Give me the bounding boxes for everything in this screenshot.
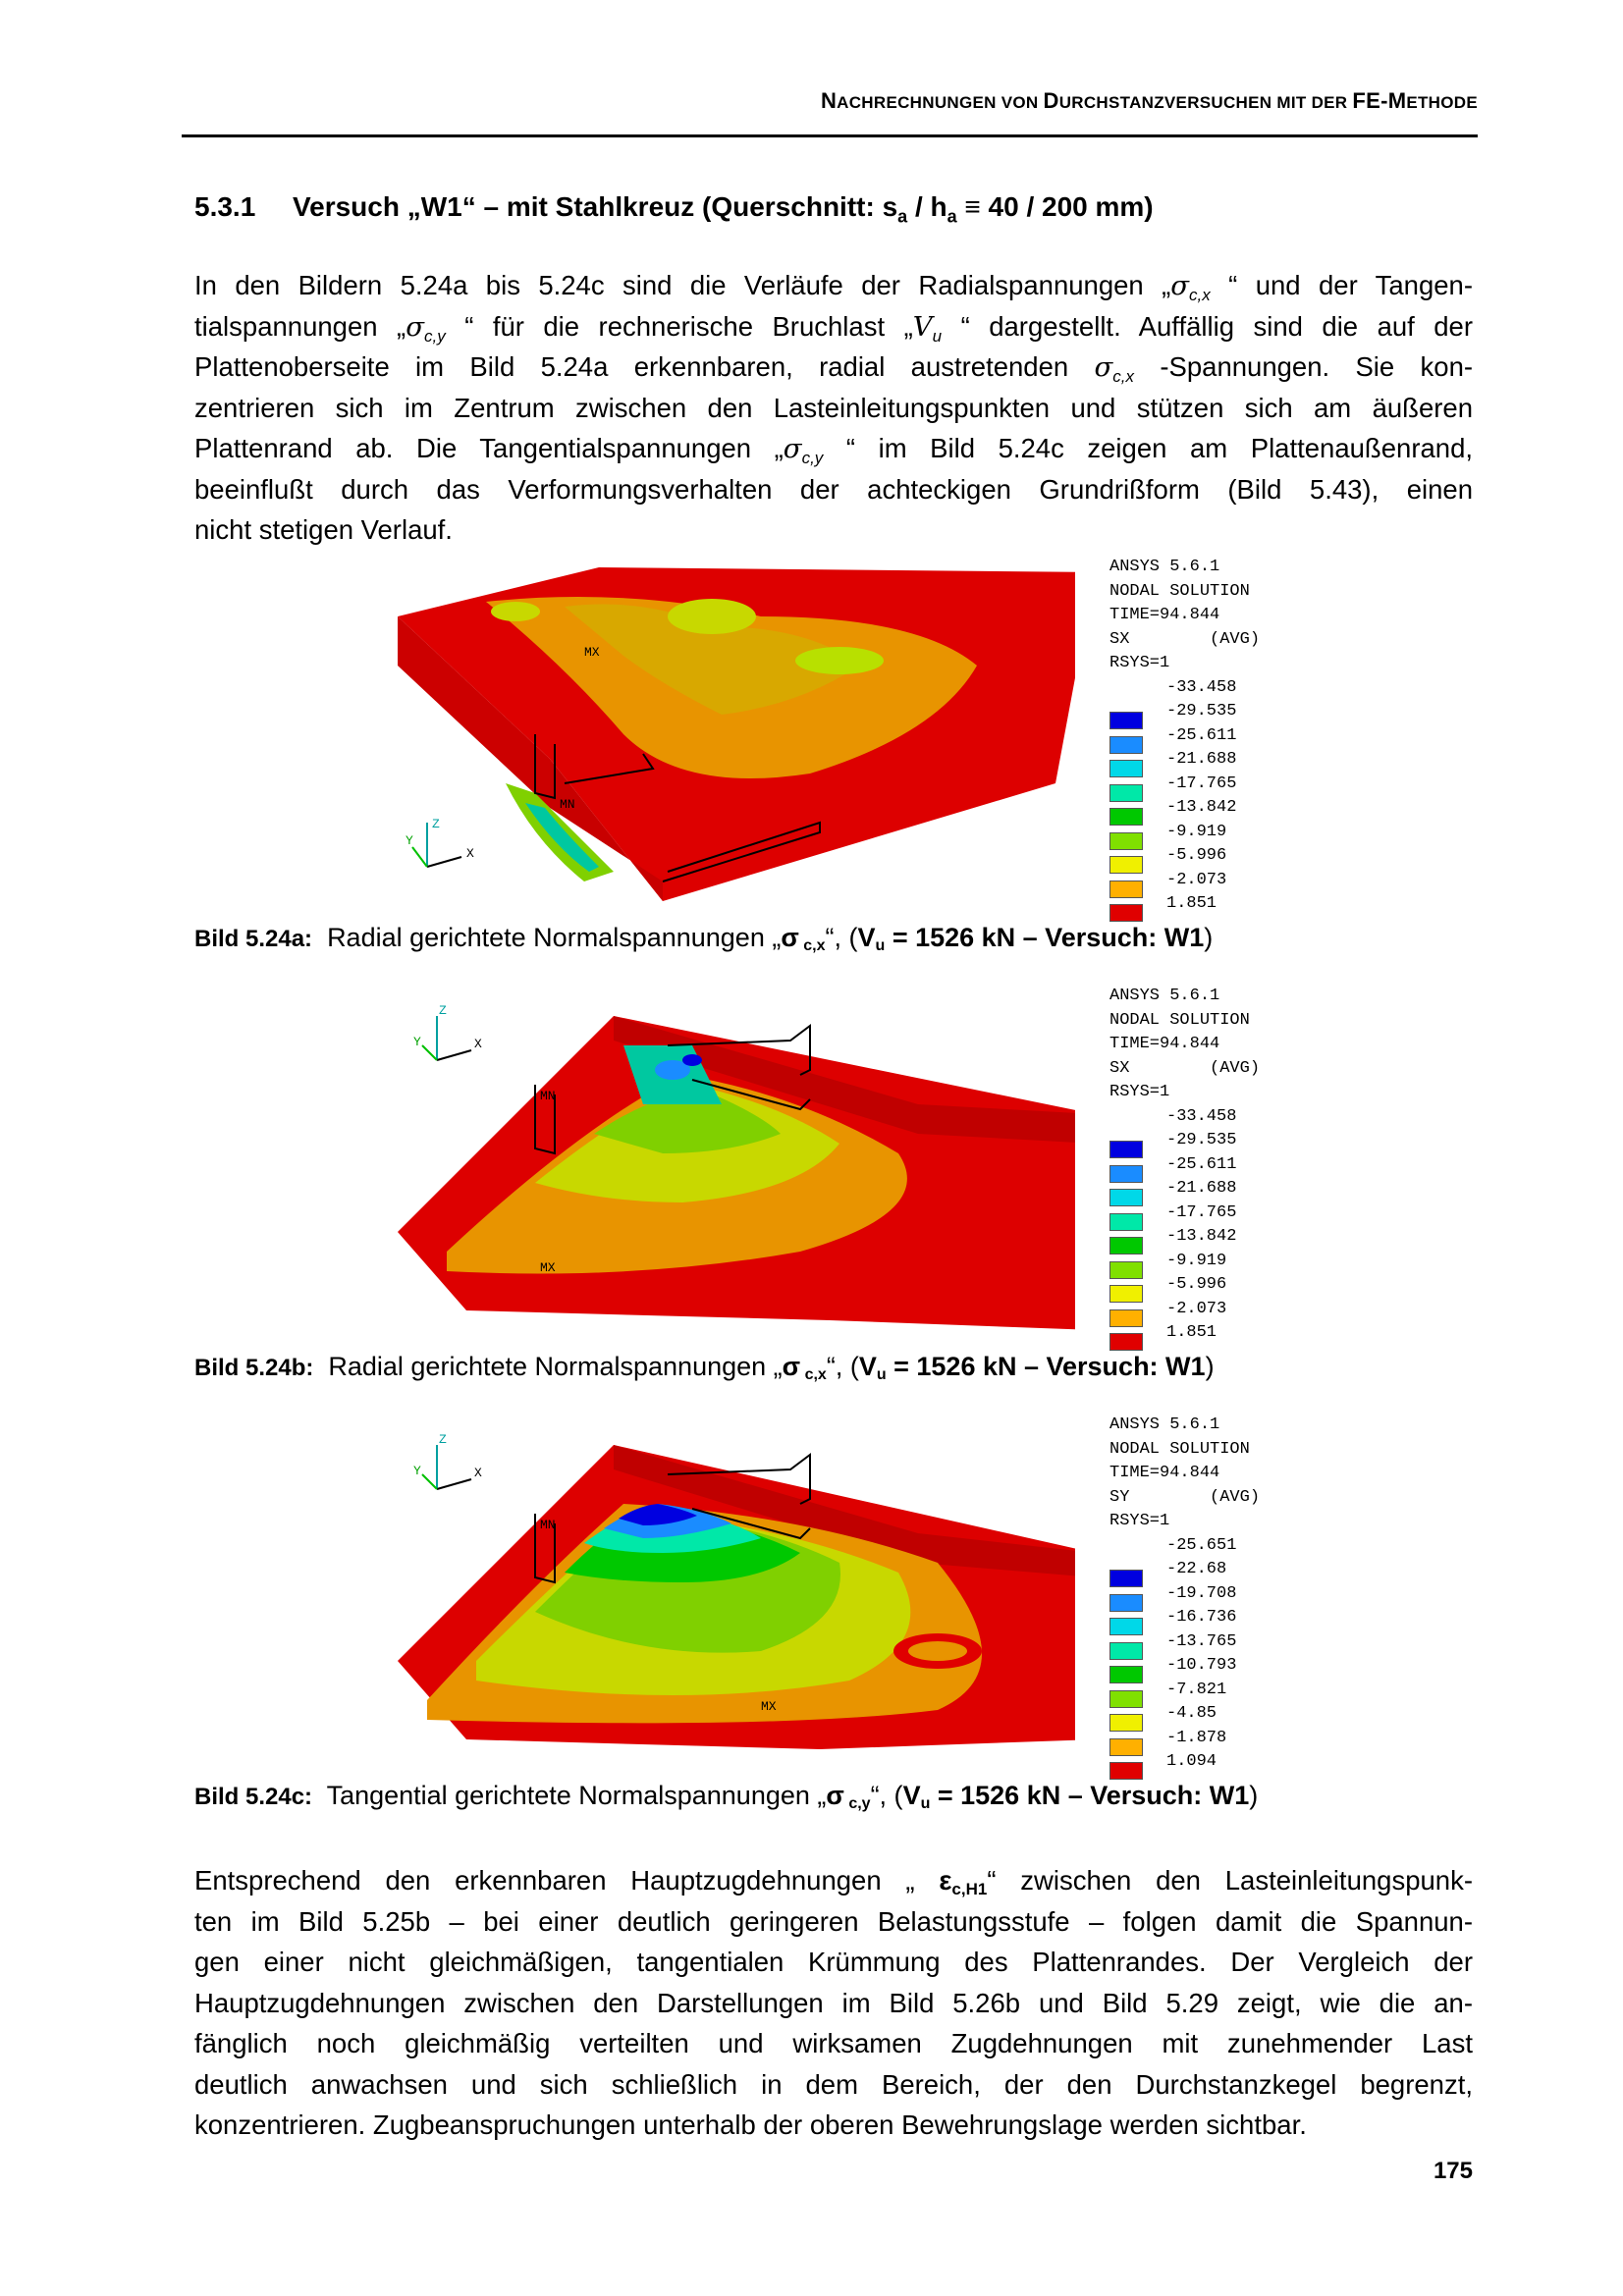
- paragraph-intro: In den Bildern 5.24a bis 5.24c sind die Verläufe der Radialspannungen $„\sigma_{c,x}$ “ und der Tangen- tialspannungen $„\sigma_{c,y}$ “ für die rechnerische Bruchlast $„V_u$ “ dargestellt. Auffällig sind die auf der Plattenoberseite im Bild 5.24a erkennbaren, radial austretenden $\sigma_{c,x}$ -Spannungen. Sie kon- zentrieren sich im Zentrum zwischen den Lasteinleitungspunkten und stützen sich am äußeren Plattenrand ab. Die Tangentialspannungen $„\sigma_{c,y}$ “ im Bild 5.24c zeigen am Plattenaußenrand, beeinflußt durch das Verformungsverhalten der achteckigen Grundrißform (Bild 5.43), einen nicht stetigen Verlauf.: [194, 270, 1474, 545]
- mn-label: MN: [540, 1518, 556, 1532]
- svg-text:Z: Z: [439, 1003, 447, 1018]
- caption-5-24b: Bild 5.24b: Radial gerichtete Normalspannungen „σ c,x“, (Vu = 1526 kN – Versuch: W1): [194, 1352, 1215, 1383]
- svg-text:X: X: [474, 1037, 482, 1051]
- svg-text:Y: Y: [413, 1035, 421, 1049]
- section-number: 5.3.1: [194, 191, 256, 222]
- svg-text:X: X: [466, 846, 474, 861]
- mn-label: MN: [540, 1089, 556, 1103]
- figure-5-24c: [388, 1415, 1291, 1771]
- svg-text:Y: Y: [413, 1464, 421, 1478]
- legend-a: ANSYS 5.6.1 NODAL SOLUTION TIME=94.844 SX (AVG) RSYS=1 -33.458 -29.535 -25.611 -21.688 -17.765 -13.842 -9.919 -5.996 -2.073 1.851: [1109, 556, 1260, 917]
- mx-label: MX: [540, 1260, 556, 1275]
- fe-plot-a: [388, 558, 1075, 901]
- running-header: NACHRECHNUNGEN VON DURCHSTANZVERSUCHEN MIT DER FE-METHODE: [820, 88, 1478, 113]
- figure-5-24b: [388, 987, 1291, 1342]
- page-number: 175: [1433, 2158, 1473, 2184]
- coordinate-triad-icon: [413, 1432, 482, 1489]
- coordinate-triad-icon: [413, 1003, 482, 1060]
- legend-b: ANSYS 5.6.1 NODAL SOLUTION TIME=94.844 SX (AVG) RSYS=1 -33.458 -29.535 -25.611 -21.688 -17.765 -13.842 -9.919 -5.996 -2.073 1.851: [1109, 985, 1260, 1346]
- figure-5-24a: [388, 558, 1291, 913]
- caption-5-24a: Bild 5.24a: Radial gerichtete Normalspannungen „σ c,x“, (Vu = 1526 kN – Versuch: W1): [194, 923, 1214, 954]
- section-heading: 5.3.1 Versuch „W1“ – mit Stahlkreuz (Querschnitt: $s_a / h_a \equiv 40 / 200$ mm): [194, 191, 1154, 227]
- svg-text:Y: Y: [406, 833, 413, 848]
- mx-label: MX: [584, 645, 600, 660]
- legend-c: ANSYS 5.6.1 NODAL SOLUTION TIME=94.844 SY (AVG) RSYS=1 -25.651 -22.68 -19.708 -16.736 -13.765 -10.793 -7.821 -4.85 -1.878 1.094: [1109, 1414, 1260, 1775]
- svg-text:Z: Z: [432, 817, 440, 831]
- coordinate-triad-icon: [406, 817, 474, 867]
- mn-label: MN: [560, 797, 575, 812]
- mx-label: MX: [761, 1699, 777, 1714]
- svg-text:Z: Z: [439, 1432, 447, 1447]
- caption-5-24c: Bild 5.24c: Tangential gerichtete Normalspannungen „σ c,y“, (Vu = 1526 kN – Versuch: W1): [194, 1781, 1259, 1812]
- paragraph-conclusion: Entsprechend den erkennbaren Hauptzugdehnungen „ εc,H1“ zwischen den Lasteinleitungspunk- ten im Bild 5.25b – bei einer deutlich geringeren Belastungsstufe – folgen damit die Spannun- gen einer nicht gleichmäßigen, tangentialen Krümmung des Plattenrandes. Der Vergleich der Hauptzugdehnungen zwischen den Darstellungen im Bild 5.26b und Bild 5.29 zeigt, wie die an- fänglich noch gleichmäßig verteilten und wirksamen Zugdehnungen mit zunehmender Last deutlich anwachsen und sich schließlich in dem Bereich, der den Durchstanzkegel begrenzt, konzentrieren. Zugbeanspruchungen unterhalb der oberen Bewehrungslage werden sichtbar.: [194, 1865, 1473, 2140]
- fe-plot-b: [388, 987, 1075, 1330]
- header-rule: [182, 134, 1478, 137]
- fe-plot-c: [388, 1415, 1075, 1759]
- svg-text:X: X: [474, 1466, 482, 1480]
